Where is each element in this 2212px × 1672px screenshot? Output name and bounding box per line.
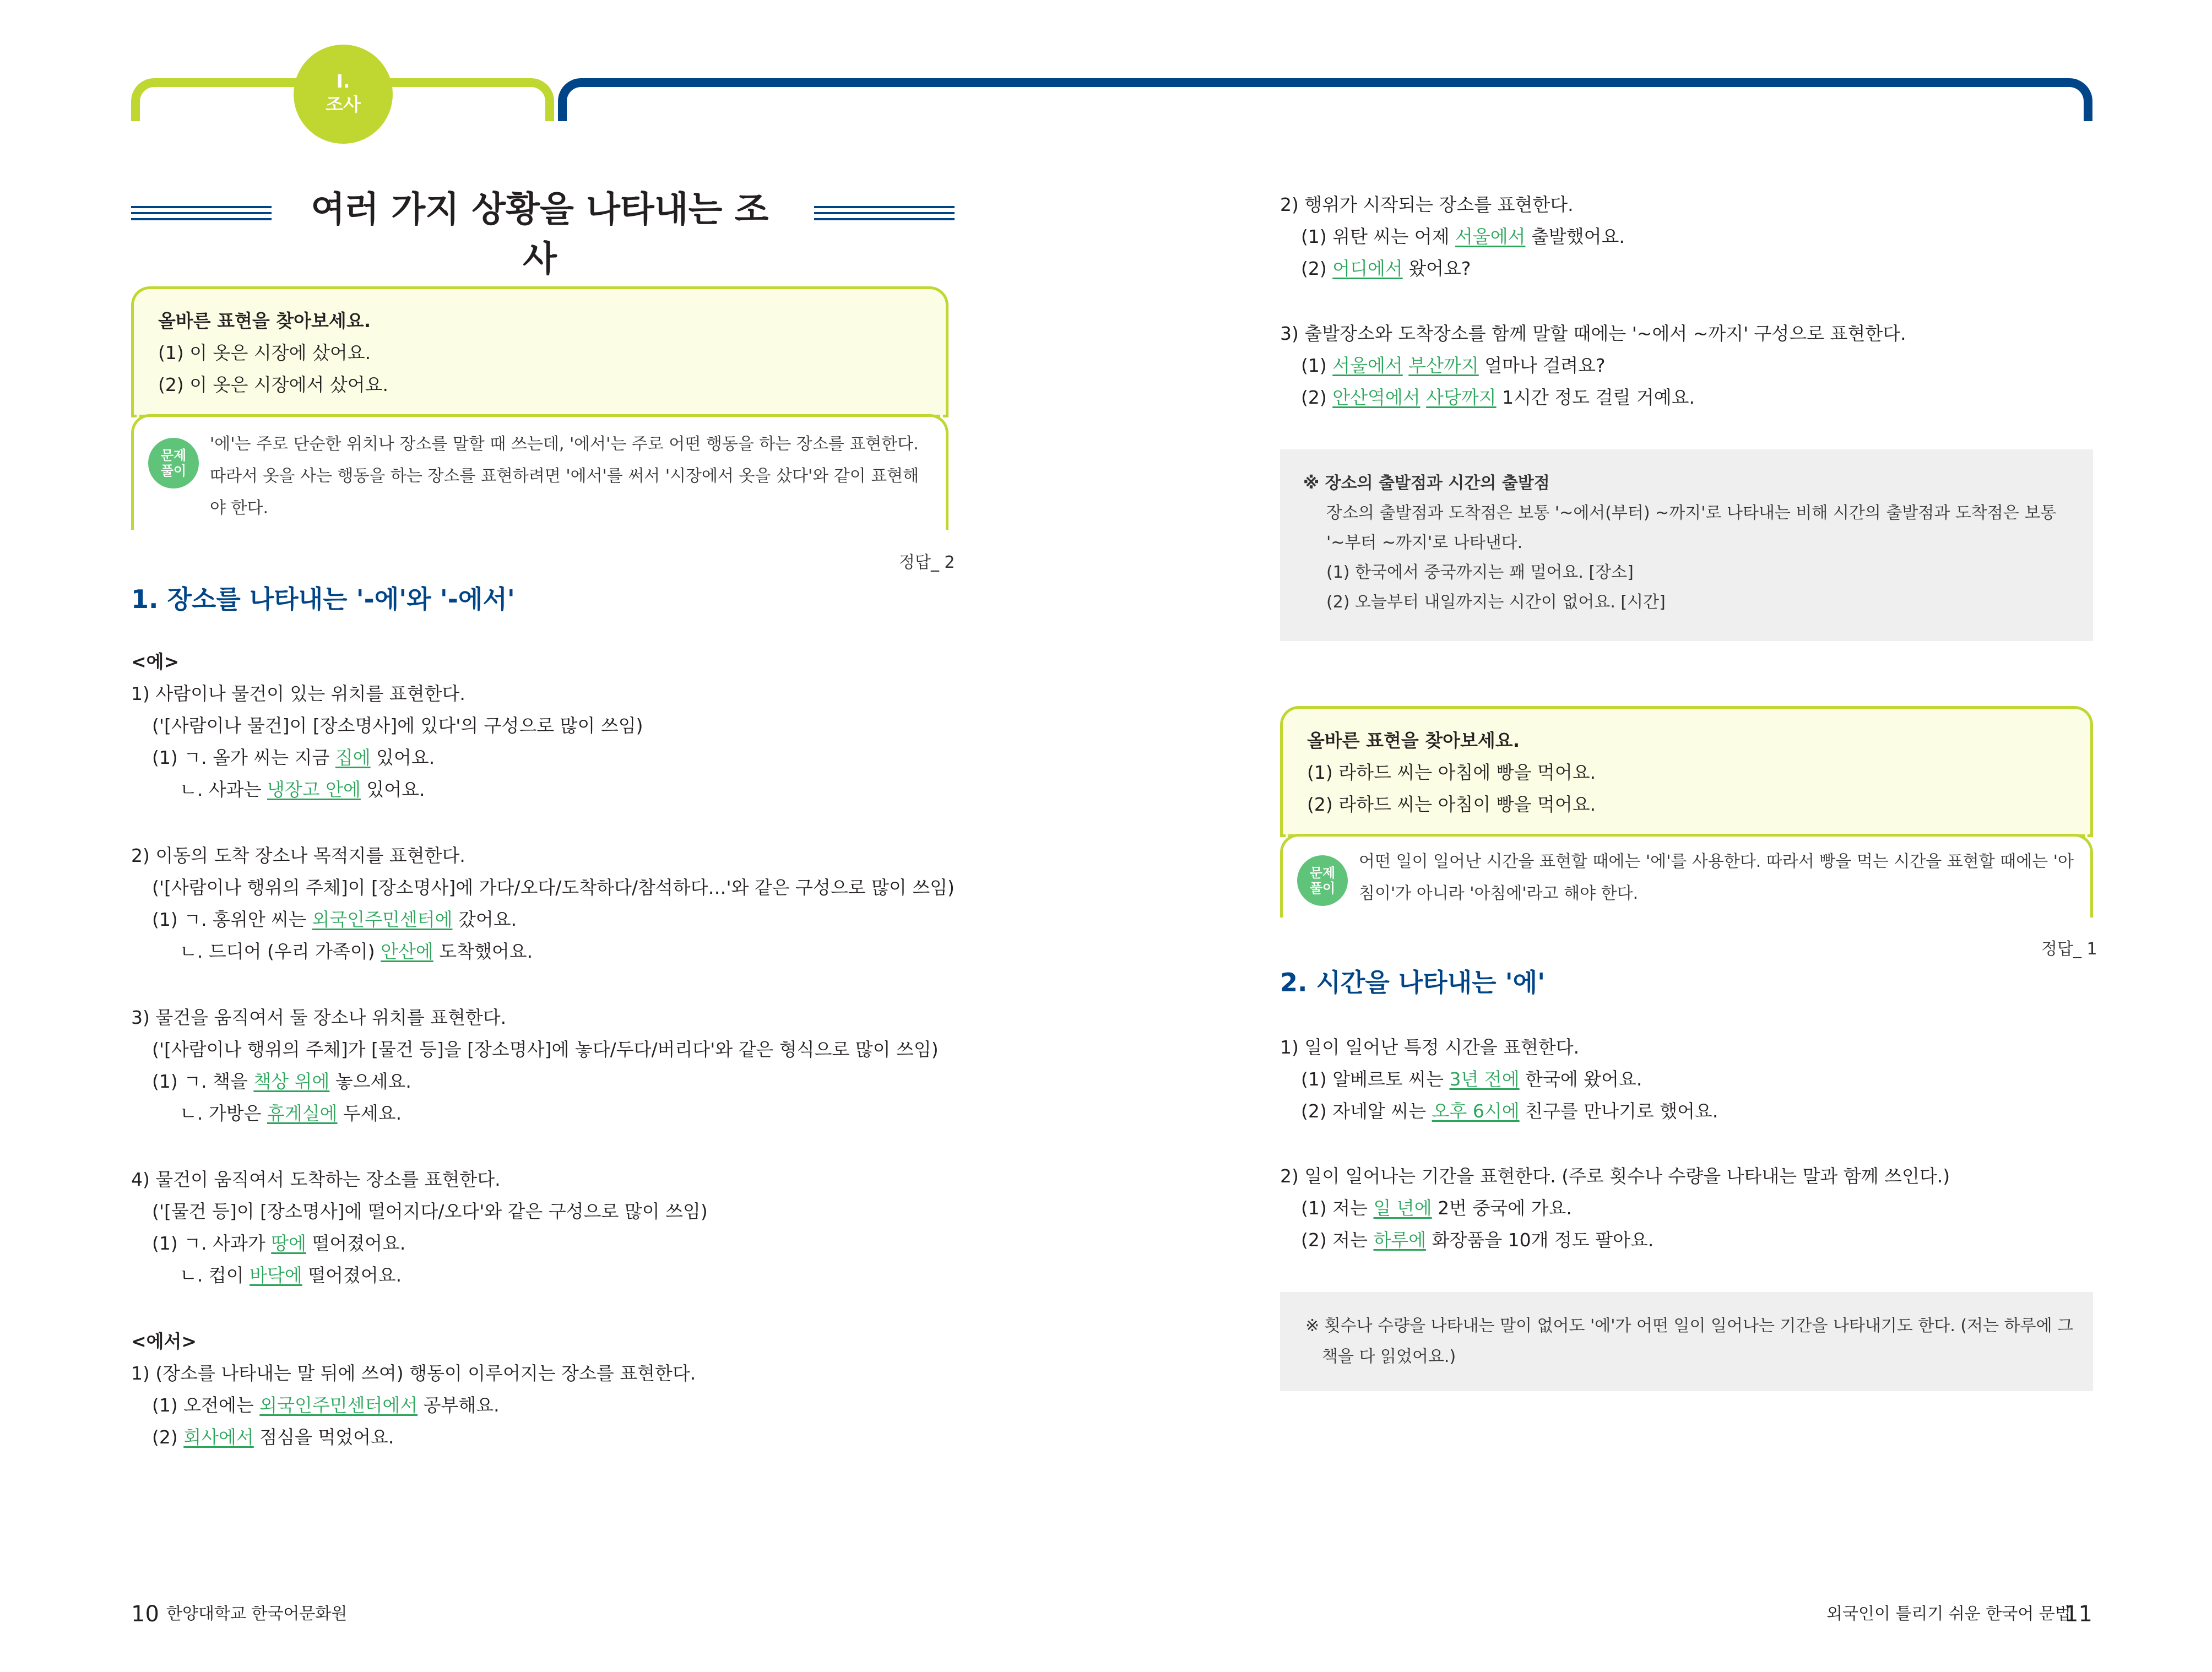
- question-option: (1) 라하드 씨는 아침에 빵을 먹어요.: [1307, 762, 1596, 783]
- example-sentence: ㄴ. 드디어 (우리 가족이) 안산에 도착했어요.: [180, 941, 533, 962]
- title-decoration-left: [131, 206, 272, 220]
- question-option: (2) 라하드 씨는 아침이 빵을 먹어요.: [1307, 794, 1596, 815]
- example-sentence: (1) 오전에는 외국인주민센터에서 공부해요.: [152, 1394, 500, 1416]
- note-text: 장소의 출발점과 도착점은 보통 '~에서(부터) ~까지'로 나타내는 비해 시간의 출발점과 도착점은 보통: [1326, 503, 2057, 523]
- footer-book-title: 외국인이 틀리기 쉬운 한국어 문법: [1826, 1604, 2071, 1624]
- example-sentence: (1) ㄱ. 책을 책상 위에 놓으세요.: [152, 1071, 411, 1092]
- example-sentence: (1) ㄱ. 올가 씨는 지금 집에 있어요.: [152, 747, 435, 768]
- highlighted-phrase: 어디에서: [1332, 258, 1403, 279]
- solution-box: [1280, 834, 2093, 918]
- example-sentence: (1) 저는 일 년에 2번 중국에 가요.: [1301, 1197, 1572, 1219]
- page-title: 여러 가지 상황을 나타내는 조사: [311, 189, 769, 280]
- chapter-number: I.: [336, 70, 350, 92]
- example-sentence: (1) 알베르토 씨는 3년 전에 한국에 왔어요.: [1301, 1068, 1642, 1090]
- chapter-name: 조사: [326, 94, 361, 115]
- note-box: [1280, 449, 2093, 641]
- rule-description: 1) (장소를 나타내는 말 뒤에 쓰여) 행동이 이루어지는 장소를 표현한다.: [131, 1362, 696, 1384]
- solution-box: [131, 414, 948, 530]
- chapter-badge: [294, 45, 393, 144]
- solution-text: 어떤 일이 일어난 시간을 표현할 때에는 '에'를 사용한다. 따라서 빵을 먹는 시간을 표현할 때에는 '아: [1359, 852, 2074, 871]
- note-box: [1280, 1292, 2093, 1391]
- question-prompt: 올바른 표현을 찾아보세요.: [158, 310, 371, 332]
- example-sentence: (1) ㄱ. 사과가 땅에 떨어졌어요.: [152, 1233, 406, 1254]
- note-example: (2) 오늘부터 내일까지는 시간이 없어요. [시간]: [1326, 593, 1666, 612]
- example-sentence: ㄴ. 가방은 휴게실에 두세요.: [180, 1103, 402, 1124]
- highlighted-phrase: 사당까지: [1426, 387, 1497, 408]
- section-heading: 1. 장소를 나타내는 '-에'와 '-에서': [131, 584, 515, 614]
- rule-description: 1) 일이 일어난 특정 시간을 표현한다.: [1280, 1036, 1580, 1058]
- rule-description: 2) 이동의 도착 장소나 목적지를 표현한다.: [131, 845, 465, 866]
- highlighted-phrase: 3년 전에: [1449, 1068, 1520, 1090]
- highlighted-phrase: 하루에: [1373, 1229, 1427, 1251]
- highlighted-phrase: 책상 위에: [253, 1071, 330, 1092]
- example-sentence: (1) 위탄 씨는 어제 서울에서 출발했어요.: [1301, 226, 1625, 247]
- rule-description: 3) 출발장소와 도착장소를 함께 말할 때에는 '~에서 ~까지' 구성으로 표현한다.: [1280, 323, 1906, 344]
- example-sentence: (1) 서울에서 부산까지 얼마나 걸려요?: [1301, 355, 1606, 376]
- highlighted-phrase: 일 년에: [1373, 1197, 1432, 1219]
- highlighted-phrase: 외국인주민센터에서: [259, 1394, 418, 1416]
- highlighted-phrase: 서울에서: [1332, 355, 1403, 376]
- example-sentence: (2) 안산역에서 사당까지 1시간 정도 걸릴 거예요.: [1301, 387, 1695, 408]
- highlighted-phrase: 집에: [335, 747, 371, 768]
- note-title: ※ 장소의 출발점과 시간의 출발점: [1303, 474, 1550, 493]
- example-sentence: (2) 어디에서 왔어요?: [1301, 258, 1471, 279]
- page-number-left: 10: [131, 1602, 159, 1627]
- rule-pattern: ('[사람이나 행위의 주체]이 [장소명사]에 가다/오다/도착하다/참석하다…'와 같은 구성으로 많이 쓰임): [152, 877, 955, 898]
- highlighted-phrase: 안산에: [381, 941, 433, 962]
- solution-text: 야 한다.: [210, 498, 269, 518]
- solution-text: 따라서 옷을 사는 행동을 하는 장소를 표현하려면 '에서'를 써서 '시장에서 옷을 샀다'와 같이 표현해: [210, 466, 919, 486]
- answer-label: 정답_ 2: [899, 553, 955, 572]
- subsection-label: <에서>: [131, 1331, 197, 1352]
- question-option: (1) 이 옷은 시장에 샀어요.: [158, 342, 371, 363]
- question-option: (2) 이 옷은 시장에서 샀어요.: [158, 374, 388, 395]
- question-box: [131, 286, 948, 417]
- note-text: ※ 횟수나 수량을 나타내는 말이 없어도 '에'가 어떤 일이 일어나는 기간을 나타내기도 한다. (저는 하루에 그: [1305, 1316, 2074, 1336]
- solution-badge: 문제 풀이: [148, 438, 199, 488]
- rule-description: 2) 행위가 시작되는 장소를 표현한다.: [1280, 194, 1574, 215]
- subsection-label: <에>: [131, 651, 180, 672]
- highlighted-phrase: 외국인주민센터에: [312, 909, 453, 930]
- title-decoration-right: [814, 206, 955, 220]
- rule-description: 4) 물건이 움직여서 도착하는 장소를 표현한다.: [131, 1169, 501, 1190]
- question-prompt: 올바른 표현을 찾아보세요.: [1307, 730, 1520, 751]
- rule-description: 1) 사람이나 물건이 있는 위치를 표현한다.: [131, 683, 465, 704]
- highlighted-phrase: 바닥에: [250, 1264, 302, 1286]
- example-sentence: (1) ㄱ. 홍위안 씨는 외국인주민센터에 갔어요.: [152, 909, 517, 930]
- highlighted-phrase: 서울에서: [1455, 226, 1526, 247]
- highlighted-phrase: 부산까지: [1408, 355, 1479, 376]
- example-sentence: (2) 회사에서 점심을 먹었어요.: [152, 1426, 394, 1448]
- page-number-right: 11: [2064, 1602, 2092, 1627]
- answer-label: 정답_ 1: [2041, 940, 2097, 959]
- solution-text: 침이'가 아니라 '아침에'라고 해야 한다.: [1359, 884, 1639, 903]
- question-box: [1280, 706, 2093, 837]
- chapter-header-bar-right: [558, 78, 2092, 121]
- solution-text: '에'는 주로 단순한 위치나 장소를 말할 때 쓰는데, '에서'는 주로 어떤 행동을 하는 장소를 표현한다.: [210, 435, 919, 454]
- example-sentence: (2) 자네알 씨는 오후 6시에 친구를 만나기로 했어요.: [1301, 1100, 1718, 1122]
- note-text: '~부터 ~까지'로 나타낸다.: [1326, 533, 1523, 552]
- footer-publisher: 한양대학교 한국어문화원: [166, 1604, 348, 1624]
- highlighted-phrase: 안산역에서: [1332, 387, 1421, 408]
- highlighted-phrase: 휴게실에: [267, 1103, 338, 1124]
- section-heading: 2. 시간을 나타내는 '에': [1280, 968, 1546, 997]
- note-text: 책을 다 읽었어요.): [1322, 1347, 1456, 1366]
- highlighted-phrase: 냉장고 안에: [267, 779, 361, 800]
- note-example: (1) 한국에서 중국까지는 꽤 멀어요. [장소]: [1326, 563, 1634, 582]
- highlighted-phrase: 회사에서: [183, 1426, 254, 1448]
- example-sentence: ㄴ. 컵이 바닥에 떨어졌어요.: [180, 1264, 402, 1286]
- rule-description: 2) 일이 일어나는 기간을 표현한다. (주로 횟수나 수량을 나타내는 말과 함께 쓰인다.): [1280, 1165, 1950, 1187]
- rule-pattern: ('[사람이나 행위의 주체]가 [물건 등]을 [장소명사]에 놓다/두다/버리다'와 같은 형식으로 많이 쓰임): [152, 1039, 939, 1060]
- rule-pattern: ('[물건 등]이 [장소명사]에 떨어지다/오다'와 같은 구성으로 많이 쓰임): [152, 1201, 708, 1222]
- example-sentence: (2) 저는 하루에 화장품을 10개 정도 팔아요.: [1301, 1229, 1654, 1251]
- solution-badge: 문제 풀이: [1297, 855, 1348, 906]
- highlighted-phrase: 오후 6시에: [1432, 1100, 1520, 1122]
- example-sentence: ㄴ. 사과는 냉장고 안에 있어요.: [180, 779, 425, 800]
- highlighted-phrase: 땅에: [271, 1233, 306, 1254]
- rule-description: 3) 물건을 움직여서 둘 장소나 위치를 표현한다.: [131, 1007, 507, 1028]
- rule-pattern: ('[사람이나 물건]이 [장소명사]에 있다'의 구성으로 많이 쓰임): [152, 715, 643, 736]
